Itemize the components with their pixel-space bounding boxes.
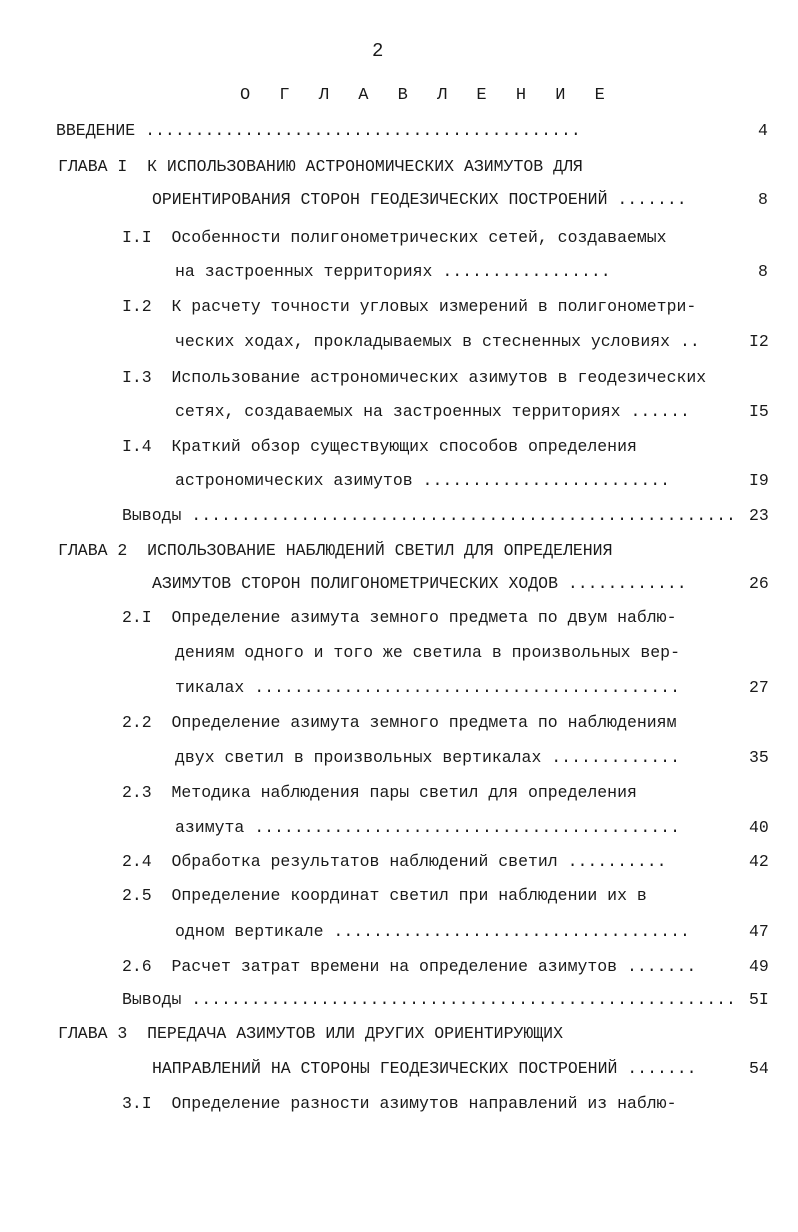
toc-line-section-2-1-cont2: тикалах ...........................................	[175, 678, 680, 697]
toc-page-section-2-4: 42	[749, 852, 769, 871]
page-number: 2	[372, 40, 384, 62]
toc-line-section-2-1-cont1: дениям одного и того же светила в произвольных вер-	[175, 643, 680, 662]
toc-line-section-2-3-cont: азимута ...........................................	[175, 818, 680, 837]
toc-line-section-2-1: 2.I Определение азимута земного предмета по двум наблю-	[122, 608, 677, 627]
toc-line-section-2-4: 2.4 Обработка результатов наблюдений светил ..........	[122, 852, 667, 871]
toc-line-chapter-2-cont: АЗИМУТОВ СТОРОН ПОЛИГОНОМЕТРИЧЕСКИХ ХОДОВ ............	[152, 574, 687, 593]
toc-page-section-2-1: 27	[749, 678, 769, 697]
toc-line-conclusions-1: Выводы .......................................................	[122, 506, 736, 525]
toc-page-chapter-2: 26	[749, 574, 769, 593]
toc-page-section-2-2: 35	[749, 748, 769, 767]
toc-page-section-2-6: 49	[749, 957, 769, 976]
toc-line-chapter-1-cont: ОРИЕНТИРОВАНИЯ СТОРОН ГЕОДЕЗИЧЕСКИХ ПОСТРОЕНИЙ .......	[152, 190, 687, 209]
toc-page-chapter-3: 54	[749, 1059, 769, 1078]
toc-line-section-2-3: 2.3 Методика наблюдения пары светил для определения	[122, 783, 637, 802]
toc-line-conclusions-2: Выводы .......................................................	[122, 990, 736, 1009]
toc-line-section-1-4-cont: астрономических азимутов .........................	[175, 471, 671, 490]
toc-line-chapter-3-cont: НАПРАВЛЕНИЙ НА СТОРОНЫ ГЕОДЕЗИЧЕСКИХ ПОСТРОЕНИЙ .......	[152, 1059, 697, 1078]
toc-line-section-3-1: 3.I Определение разности азимутов направлений из наблю-	[122, 1094, 677, 1113]
toc-page-section-1-3: I5	[749, 402, 769, 421]
toc-line-section-1-1-cont: на застроенных территориях .................	[175, 262, 611, 281]
toc-line-section-1-4: I.4 Краткий обзор существующих способов определения	[122, 437, 637, 456]
toc-page-introduction: 4	[758, 121, 768, 140]
toc-line-section-2-6: 2.6 Расчет затрат времени на определение азимутов .......	[122, 957, 697, 976]
toc-title: О Г Л А В Л Е Н И Е	[240, 86, 615, 105]
toc-line-section-1-3-cont: сетях, создаваемых на застроенных территориях ......	[175, 402, 690, 421]
toc-page-section-2-3: 40	[749, 818, 769, 837]
toc-line-chapter-1: ГЛАВА I К ИСПОЛЬЗОВАНИЮ АСТРОНОМИЧЕСКИХ АЗИМУТОВ ДЛЯ	[58, 157, 583, 176]
toc-page-conclusions-2: 5I	[749, 990, 769, 1009]
toc-page-section-1-4: I9	[749, 471, 769, 490]
toc-line-section-1-3: I.3 Использование астрономических азимутов в геодезических	[122, 368, 707, 387]
toc-line-chapter-2: ГЛАВА 2 ИСПОЛЬЗОВАНИЕ НАБЛЮДЕНИЙ СВЕТИЛ ДЛЯ ОПРЕДЕЛЕНИЯ	[58, 541, 613, 560]
toc-line-section-1-2: I.2 К расчету точности угловых измерений в полигонометри-	[122, 297, 697, 316]
toc-line-section-2-5-cont: одном вертикале ....................................	[175, 922, 690, 941]
toc-line-chapter-3: ГЛАВА 3 ПЕРЕДАЧА АЗИМУТОВ ИЛИ ДРУГИХ ОРИЕНТИРУЮЩИХ	[58, 1024, 563, 1043]
toc-line-section-1-1: I.I Особенности полигонометрических сетей, создаваемых	[122, 228, 667, 247]
toc-page-chapter-1: 8	[758, 190, 768, 209]
toc-line-section-2-5: 2.5 Определение координат светил при наблюдении их в	[122, 886, 647, 905]
toc-page-conclusions-1: 23	[749, 506, 769, 525]
toc-line-section-1-2-cont: ческих ходах, прокладываемых в стесненных условиях ..	[175, 332, 700, 351]
toc-page-section-2-5: 47	[749, 922, 769, 941]
toc-line-section-2-2: 2.2 Определение азимута земного предмета по наблюдениям	[122, 713, 677, 732]
toc-line-introduction: ВВЕДЕНИЕ ............................................	[56, 121, 581, 140]
toc-line-section-2-2-cont: двух светил в произвольных вертикалах .............	[175, 748, 680, 767]
toc-page-section-1-1: 8	[758, 262, 768, 281]
toc-page-section-1-2: I2	[749, 332, 769, 351]
